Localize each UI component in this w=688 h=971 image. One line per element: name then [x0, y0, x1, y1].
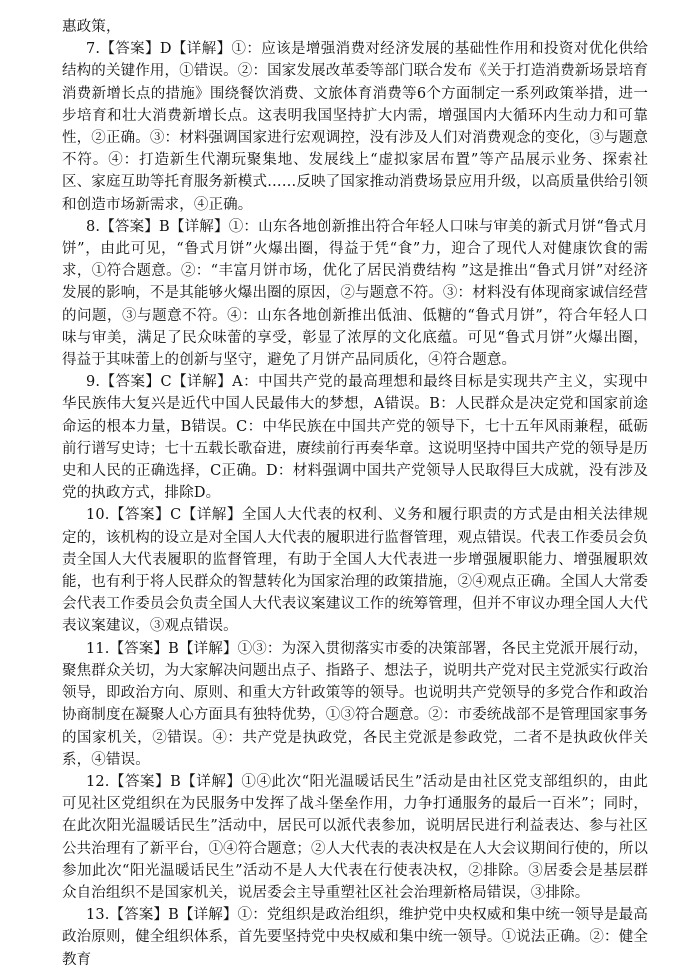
- paragraph-continuation: 惠政策，: [62, 19, 121, 35]
- answer-8: 8.【答案】B【详解】①：山东各地创新推出符合年轻人口味与审美的新式月饼“鲁式月饼”，由此可见，“鲁式月饼”火爆出圈，得益于凭“食”力，迎合了现代人对健康饮食的需求，①符合题意。②：“丰富月饼市场，优化了居民消费结构 ”这是推出“鲁式月饼”对经济发展的影响，不是其能够火爆出圈的原因，②与题意不符。③：材料没有体现商家诚信经营的问题，③与题意不符。④：山东各地创新推出低油、低糖的“鲁式月饼”，符合年轻人口味与审美，满足了民众味蕾的享受，彰显了浓厚的文化底蕴。可见“鲁式月饼”火爆出圈，得益于其味蕾上的创新与坚守，避免了月饼产品同质化，④符合题意。: [62, 218, 648, 369]
- answer-10: 10.【答案】C【详解】全国人大代表的权利、义务和履行职责的方式是由相关法律规定的，该机构的设立是对全国人大代表的履职进行监督管理，观点错误。代表工作委员会负责全国人大代表履职的监督管理，有助于全国人大代表进一步增强履职能力、增强履职效能，也有利于将人民群众的智慧转化为国家治理的政策措施，②④观点正确。全国人大常委会代表工作委员会负责全国人大代表议案建议工作的统筹管理，但并不审议办理全国人大代表议案建议，③观点错误。: [62, 507, 648, 635]
- answer-11: 11.【答案】B【详解】①③：为深入贯彻落实市委的决策部署，各民主党派开展行动，聚焦群众关切，为大家解决问题出点子、指路子、想法子，说明共产党对民主党派实行政治领导，即政治方向、原则、和重大方针政策等的领导。也说明共产党领导的多党合作和政治协商制度在凝聚人心方面具有独特优势，①③符合题意。②：市委统战部不是管理国家事务的国家机关，②错误。④：共产党是执政党，各民主党派是参政党，二者不是执政伙伴关系，④错误。: [62, 640, 648, 768]
- answer-13: 13.【答案】B【详解】①：党组织是政治组织，维护党中央权威和集中统一领导是最高政治原则，健全组织体系，首先要坚持党中央权威和集中统一领导。①说法正确。②：健全教育: [62, 907, 648, 968]
- answer-9: 9.【答案】C【详解】A：中国共产党的最高理想和最终目标是实现共产主义，实现中华民族伟大复兴是近代中国人民最伟大的梦想，A错误。B：人民群众是决定党和国家前途命运的根本力量，B错误。C：中华民族在中国共产党的领导下，七十五年风雨兼程，砥砺前行谱写史诗；七十五载长歌奋进，赓续前行再奏华章。这说明坚持中国共产党的领导是历史和人民的正确选择，C正确。D：材料强调中国共产党领导人民取得巨大成就，没有涉及党的执政方式，排除D。: [62, 374, 648, 502]
- answer-7: 7.【答案】D【详解】①：应该是增强消费对经济发展的基础性作用和投资对优化供给结构的关键作用，①错误。②：国家发展改革委等部门联合发布《关于打造消费新场景培育消费新增长点的措施》围绕餐饮消费、文旅体育消费等6个方面制定一系列政策举措，进一步培育和壮大消费新增长点。这表明我国坚持扩大内需，增强国内大循环内生动力和可靠性，②正确。③：材料强调国家进行宏观调控，没有涉及人们对消费观念的变化，③与题意不符。④：打造新生代潮玩聚集地、发展线上“虚拟家居布置”等产品展示业务、探索社区、家庭互助等托育服务新模式……反映了国家推动消费场景应用升级，以高质量供给引领和创造市场新需求，④正确。: [62, 41, 648, 213]
- answer-12: 12.【答案】B【详解】①④此次“阳光温暖话民生”活动是由社区党支部组织的，由此可见社区党组织在为民服务中发挥了战斗堡垒作用，力争打通服务的最后一百米”；同时，在此次阳光温暖话民生”活动中，居民可以派代表参加，说明居民进行利益表达、参与社区公共治理有了新平台，①④符合题意；②人大代表的表决权是在人大会议期间行使的，所以参加此次“阳光温暖话民生”活动不是人大代表在行使表决权，②排除。③居委会是基层群众自治组织不是国家机关，说居委会主导重塑社区社会治理新格局错误，③排除。: [62, 773, 648, 901]
